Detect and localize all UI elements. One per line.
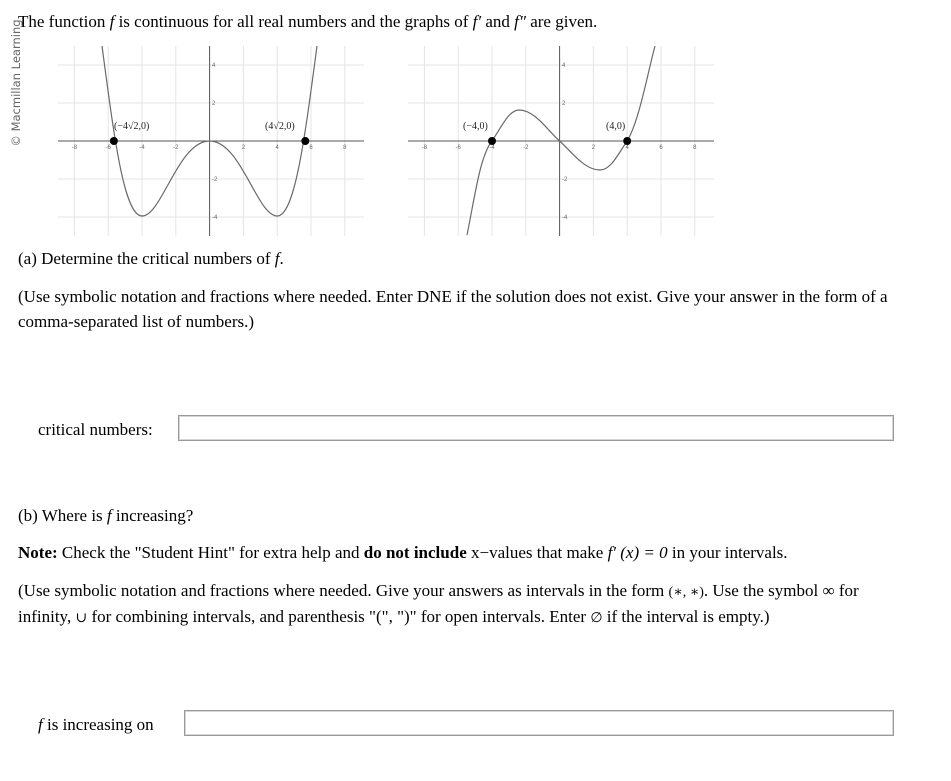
graph-f-double-prime: [408, 46, 714, 236]
x-tick: -6: [105, 145, 111, 151]
x-tick: -4: [489, 145, 495, 151]
empty-set-symbol: ∅: [590, 611, 603, 626]
note-expression: f′ (x) = 0: [607, 543, 668, 562]
x-tick: 8: [343, 145, 347, 151]
part-a-instruction-line2: comma-separated list of numbers.): [18, 312, 255, 331]
infinity-symbol: ∞: [822, 581, 835, 600]
x-tick: 2: [591, 145, 596, 151]
x-tick: 6: [659, 145, 663, 151]
part-b-prompt: [18, 506, 193, 526]
intro-text-1: The function: [18, 12, 110, 31]
zero-point: [301, 137, 309, 145]
instruction-text: (Use symbolic notation and fractions where needed. Give your answers as intervals in the form: [18, 581, 669, 600]
instruction-text: for combining intervals, and parenthesis "(", ")" for open intervals. Enter: [87, 607, 591, 626]
point-labels: [114, 121, 295, 132]
instruction-text: . Use the symbol: [703, 581, 823, 600]
graph-f-prime: [58, 46, 364, 236]
increasing-interval-input[interactable]: [184, 710, 894, 736]
x-tick: 2: [241, 145, 246, 151]
y-tick: 4: [562, 63, 566, 69]
union-symbol: ∪: [75, 611, 88, 626]
x-tick: -8: [71, 145, 78, 151]
instruction-text: infinity,: [18, 607, 76, 626]
point-label: (4√2,0): [265, 121, 295, 132]
increasing-label-text: is increasing on: [42, 715, 154, 734]
part-a-prompt-suffix: .: [279, 249, 284, 268]
note-label: Note:: [18, 543, 58, 562]
part-a-prompt: [18, 249, 284, 269]
x-tick: 6: [309, 145, 313, 151]
point-label: (−4√2,0): [114, 121, 150, 132]
y-tick: -4: [562, 215, 568, 221]
part-a-instruction-line1: (Use symbolic notation and fractions where needed. Enter DNE if the solution does not exist. Give your answer in the form of a: [18, 287, 888, 306]
part-b-prompt-prefix: (b) Where is: [18, 506, 107, 525]
copyright-watermark: © Macmillan Learning: [9, 19, 23, 147]
increasing-label-f: f: [38, 715, 43, 734]
intro-f: f: [109, 12, 115, 31]
interval-form: (∗, ∗): [668, 585, 704, 600]
x-tick: 4: [625, 145, 629, 151]
note-text: Check the "Student Hint" for extra help and: [57, 543, 364, 562]
note-text: in your intervals.: [667, 543, 788, 562]
zero-point: [110, 137, 118, 145]
x-tick: -2: [173, 145, 179, 151]
question-intro: [18, 12, 597, 32]
zero-point: [623, 137, 631, 145]
x-tick: 4: [275, 145, 279, 151]
part-b-instruction-line1: [18, 581, 859, 601]
y-tick-labels: [562, 63, 568, 221]
instruction-text: if the interval is empty.): [602, 607, 770, 626]
increasing-label: [38, 715, 154, 735]
critical-numbers-label: critical numbers:: [38, 420, 153, 439]
note-bold: do not include: [363, 543, 467, 562]
y-tick: -4: [212, 215, 218, 221]
point-labels: [463, 121, 625, 132]
point-label: (−4,0): [463, 121, 488, 132]
y-tick: 2: [562, 101, 566, 107]
note-text: x−values that make: [466, 543, 608, 562]
part-b-f: f: [106, 506, 112, 525]
x-tick: -6: [455, 145, 461, 151]
critical-numbers-input[interactable]: [178, 415, 894, 441]
x-tick: -4: [139, 145, 145, 151]
x-tick: -2: [523, 145, 529, 151]
part-a-prompt-prefix: (a) Determine the critical numbers of: [18, 249, 275, 268]
part-b-note: [18, 543, 788, 563]
point-label: (4,0): [606, 121, 626, 132]
y-tick: -2: [212, 177, 218, 183]
intro-fprime: f′: [472, 12, 482, 31]
y-tick: -2: [562, 177, 568, 183]
zero-point: [488, 137, 496, 145]
intro-and: and: [481, 12, 515, 31]
part-b-prompt-suffix: increasing?: [111, 506, 194, 525]
intro-fdoubleprime: f″: [514, 12, 526, 31]
part-a-f: f: [274, 249, 280, 268]
y-tick: 4: [212, 63, 216, 69]
x-tick: -8: [421, 145, 428, 151]
y-tick: 2: [212, 101, 216, 107]
part-b-instruction-line2: [18, 607, 770, 627]
intro-text-2: is continuous for all real numbers and the graphs of: [114, 12, 473, 31]
x-tick: 8: [693, 145, 697, 151]
instruction-text: for: [834, 581, 859, 600]
intro-text-3: are given.: [525, 12, 598, 31]
